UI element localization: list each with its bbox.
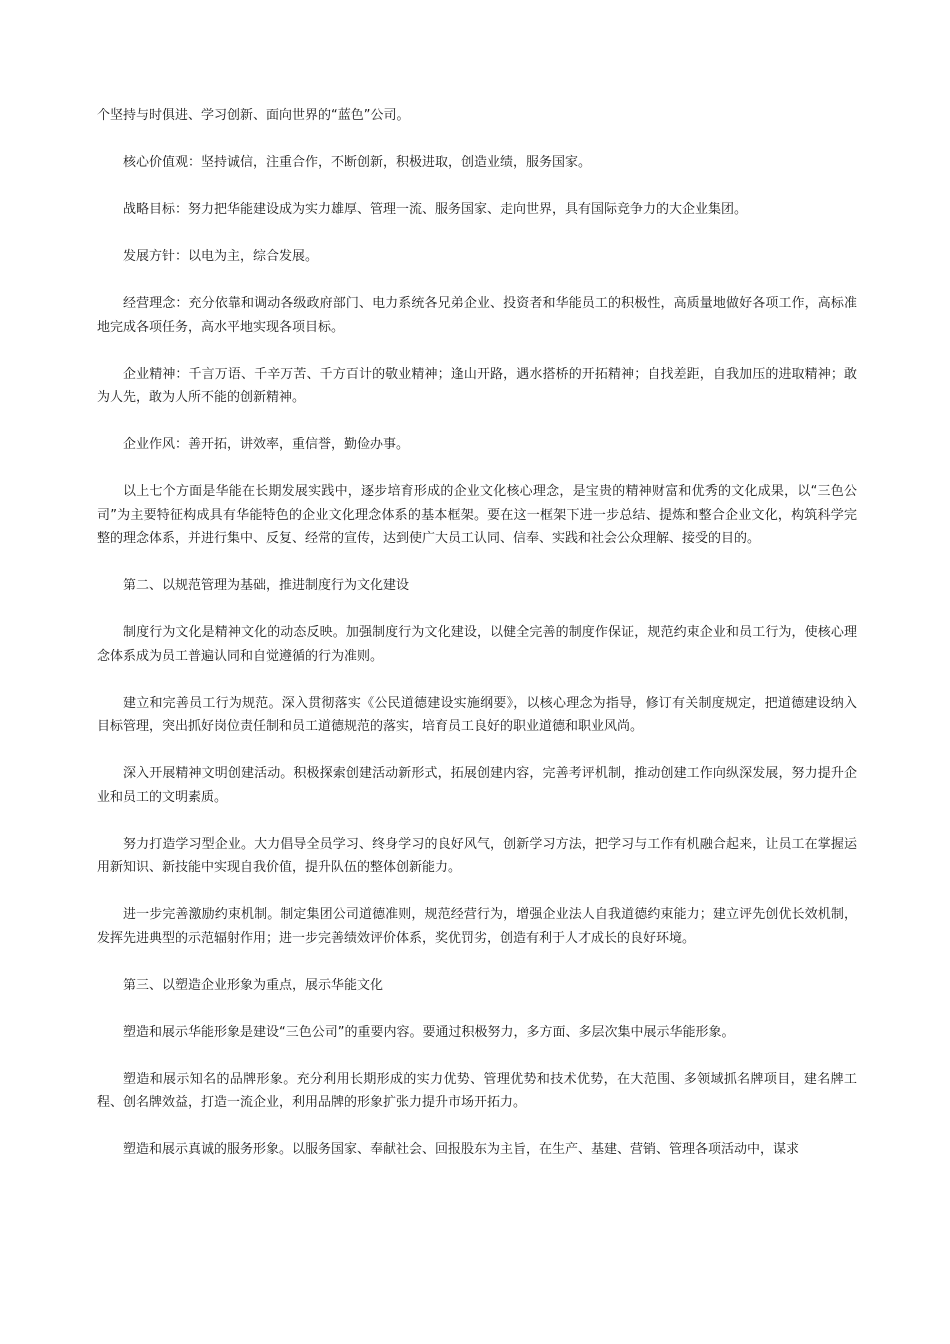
paragraph-civilization-activities: 深入开展精神文明创建活动。积极探索创建活动新形式，拓展创建内容，完善考评机制，推动创建工作向纵深发展，努力提升企业和员工的文明素质。 (97, 766, 857, 805)
paragraph-institutional-culture: 制度行为文化是精神文化的动态反映。加强制度行为文化建设，以健全完善的制度作保证，规范约束企业和员工行为，使核心理念体系成为员工普遍认同和自觉遵循的行为准则。 (97, 625, 857, 664)
section-heading-three: 第三、以塑造企业形象为重点，展示华能文化 (123, 977, 384, 993)
paragraph-strategic-goal: 战略目标：努力把华能建设成为实力雄厚、管理一流、服务国家、走向世界，具有国际竞争力的大企业集团。 (123, 202, 748, 217)
paragraph-learning-enterprise: 努力打造学习型企业。大力倡导全员学习、终身学习的良好风气，创新学习方法，把学习与工作有机融合起来，让员工在掌握运用新知识、新技能中实现自我价值，提升队伍的整体创新能力。 (97, 836, 857, 875)
paragraph-enterprise-style: 企业作风：善开拓，讲效率，重信誉，勤俭办事。 (123, 437, 410, 452)
paragraph-employee-norms: 建立和完善员工行为规范。深入贯彻落实《公民道德建设实施纲要》，以核心理念为指导，修订有关制度规定，把道德建设纳入目标管理，突出抓好岗位责任制和员工道德规范的落实，培育员工良好的职业道德和职业风尚。 (97, 695, 857, 734)
document-page (97, 104, 857, 1162)
paragraph-summary: 以上七个方面是华能在长期发展实践中，逐步培育形成的企业文化核心理念，是宝贵的精神财富和优秀的文化成果，以“三色公司”为主要特征构成具有华能特色的企业文化理念体系的基本框架。要在这一框架下进一步总结、提炼和整合企业文化，构筑科学完整的理念体系，并进行集中、反复、经常的宣传，达到使广大员工认同、信奉、实践和社会公众理解、接受的目的。 (97, 484, 857, 546)
paragraph-enterprise-spirit: 企业精神：千言万语、千辛万苦、千方百计的敬业精神；逢山开路，遇水搭桥的开拓精神；自找差距，自我加压的进取精神；敢为人先，敢为人所不能的创新精神。 (97, 366, 857, 405)
paragraph-service-image: 塑造和展示真诚的服务形象。以服务国家、奉献社会、回报股东为主旨，在生产、基建、营销、管理各项活动中，谋求 (123, 1142, 800, 1157)
paragraph-incentive-mechanism: 进一步完善激励约束机制。制定集团公司道德准则，规范经营行为，增强企业法人自我道德约束能力；建立评先创优长效机制，发挥先进典型的示范辐射作用；进一步完善绩效评价体系，奖优罚劣，创造有利于人才成长的良好环境。 (97, 907, 857, 946)
paragraph-brand-image: 塑造和展示知名的品牌形象。充分利用长期形成的实力优势、管理优势和技术优势，在大范围、多领域抓名牌项目，建名牌工程、创名牌效益，打造一流企业，利用品牌的形象扩张力提升市场开拓力。 (97, 1071, 857, 1110)
paragraph-core-values: 核心价值观：坚持诚信，注重合作，不断创新，积极进取，创造业绩，服务国家。 (123, 155, 592, 170)
paragraph-development-policy: 发展方针：以电为主，综合发展。 (123, 249, 319, 264)
paragraph-blue-company: 个坚持与时俱进、学习创新、面向世界的“蓝色”公司。 (97, 108, 410, 123)
paragraph-business-philosophy: 经营理念：充分依靠和调动各级政府部门、电力系统各兄弟企业、投资者和华能员工的积极性，高质量地做好各项工作，高标准地完成各项任务，高水平地实现各项目标。 (97, 296, 857, 335)
paragraph-image-shaping: 塑造和展示华能形象是建设“三色公司”的重要内容。要通过积极努力，多方面、多层次集中展示华能形象。 (123, 1024, 735, 1040)
section-heading-two: 第二、以规范管理为基础，推进制度行为文化建设 (123, 578, 410, 593)
